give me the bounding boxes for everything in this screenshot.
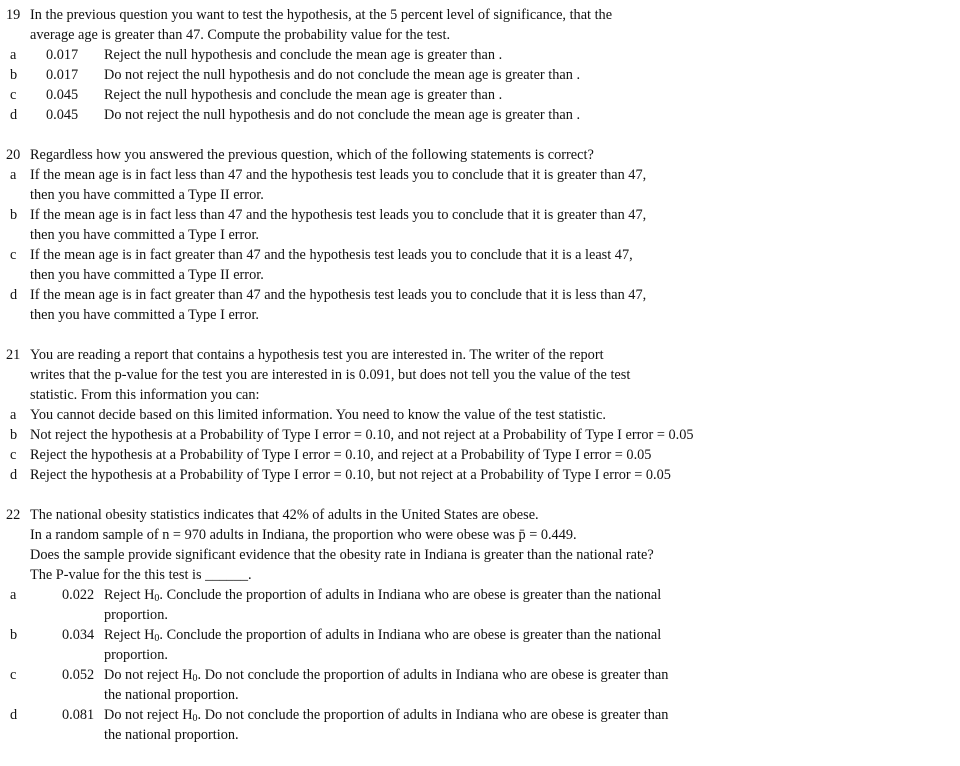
question-stem-line: The national obesity statistics indicates that 42% of adults in the United States are obese. — [30, 507, 539, 523]
option-text-rest: . Conclude the proportion of adults in Indiana who are obese is greater than the national — [159, 627, 662, 643]
option-letter: b — [10, 427, 18, 443]
option-text: If the mean age is in fact greater than 47 and the hypothesis test leads you to conclude that it is a least 47, — [30, 247, 633, 263]
option-text: Do not reject the null hypothesis and do not conclude the mean age is greater than . — [104, 107, 581, 123]
option-text: If the mean age is in fact greater than 47 and the hypothesis test leads you to conclude that it is less than 47, — [30, 287, 647, 303]
option-text: Reject the null hypothesis and conclude the mean age is greater than . — [104, 87, 503, 103]
option-letter: d — [10, 287, 18, 303]
question-stem-line: In the previous question you want to test the hypothesis, at the 5 percent level of significance, that the — [30, 7, 613, 23]
option-text — [104, 705, 668, 725]
option-text — [104, 585, 661, 605]
option-letter: a — [10, 587, 17, 603]
question-stem-line: Does the sample provide significant evidence that the obesity rate in Indiana is greater than the national rate? — [30, 547, 654, 563]
question-stem-line: The P-value for the this test is ______. — [30, 567, 252, 583]
option-text: then you have committed a Type I error. — [30, 227, 260, 243]
option-text-rest: . Conclude the proportion of adults in Indiana who are obese is greater than the national — [159, 587, 662, 603]
h-subscript: 0 — [154, 593, 160, 604]
option-text: If the mean age is in fact less than 47 and the hypothesis test leads you to conclude that it is greater than 47, — [30, 207, 647, 223]
option-text: Reject the hypothesis at a Probability of Type I error = 0.10, but not reject at a Probability of Type I error = 0.05 — [30, 467, 671, 483]
question-stem-line: statistic. From this information you can: — [30, 387, 260, 403]
option-text: You cannot decide based on this limited information. You need to know the value of the test statistic. — [30, 407, 606, 423]
option-letter: b — [10, 207, 18, 223]
option-text: then you have committed a Type I error. — [30, 307, 260, 323]
option-text: then you have committed a Type II error. — [30, 267, 264, 283]
option-value: 0.034 — [62, 627, 95, 643]
option-text: If the mean age is in fact less than 47 and the hypothesis test leads you to conclude that it is greater than 47, — [30, 167, 647, 183]
question-stem-line: You are reading a report that contains a hypothesis test you are interested in. The writer of the report — [30, 347, 604, 363]
option-value: 0.045 — [46, 107, 79, 123]
option-value: 0.052 — [62, 667, 95, 683]
option-text: Do not reject the null hypothesis and do not conclude the mean age is greater than . — [104, 67, 581, 83]
question-number: 22 — [6, 507, 21, 523]
question-stem-line: In a random sample of n = 970 adults in Indiana, the proportion who were obese was p̄ = 0.449. — [30, 527, 577, 543]
option-text: Not reject the hypothesis at a Probability of Type I error = 0.10, and not reject at a Probability of Type I error = 0.05 — [30, 427, 694, 443]
option-value: 0.081 — [62, 707, 95, 723]
option-letter: c — [10, 247, 17, 263]
option-value: 0.045 — [46, 87, 79, 103]
option-text: then you have committed a Type II error. — [30, 187, 264, 203]
option-letter: c — [10, 447, 17, 463]
option-letter: a — [10, 47, 17, 63]
option-letter: d — [10, 107, 18, 123]
decision-prefix: Reject H — [104, 627, 155, 643]
option-text: the national proportion. — [104, 727, 239, 743]
option-text: Reject the null hypothesis and conclude the mean age is greater than . — [104, 47, 503, 63]
option-text: Reject the hypothesis at a Probability of Type I error = 0.10, and reject at a Probability of Type I error = 0.05 — [30, 447, 652, 463]
decision-prefix: Reject H — [104, 587, 155, 603]
question-number: 21 — [6, 347, 21, 363]
option-letter: b — [10, 67, 18, 83]
question-number: 20 — [6, 147, 21, 163]
option-letter: a — [10, 167, 17, 183]
option-letter: b — [10, 627, 18, 643]
option-text — [104, 625, 661, 645]
option-value: 0.017 — [46, 47, 79, 63]
question-stem-line: writes that the p-value for the test you are interested in is 0.091, but does not tell you the value of the test — [30, 367, 631, 383]
option-text — [104, 665, 668, 685]
h-subscript: 0 — [192, 673, 198, 684]
question-stem-line: Regardless how you answered the previous question, which of the following statements is correct? — [30, 147, 594, 163]
option-value: 0.017 — [46, 67, 79, 83]
option-letter: d — [10, 707, 18, 723]
question-stem-line: average age is greater than 47. Compute the probability value for the test. — [30, 27, 451, 43]
option-text: proportion. — [104, 607, 168, 623]
decision-prefix: Do not reject H — [104, 667, 193, 683]
h-subscript: 0 — [192, 713, 198, 724]
h-subscript: 0 — [154, 633, 160, 644]
option-text-rest: . Do not conclude the proportion of adults in Indiana who are obese is greater than — [197, 667, 669, 683]
option-text-rest: . Do not conclude the proportion of adults in Indiana who are obese is greater than — [197, 707, 669, 723]
option-text: the national proportion. — [104, 687, 239, 703]
option-letter: a — [10, 407, 17, 423]
option-letter: c — [10, 87, 17, 103]
question-number: 19 — [6, 7, 21, 23]
decision-prefix: Do not reject H — [104, 707, 193, 723]
option-letter: d — [10, 467, 18, 483]
option-value: 0.022 — [62, 587, 95, 603]
option-letter: c — [10, 667, 17, 683]
option-text: proportion. — [104, 647, 168, 663]
